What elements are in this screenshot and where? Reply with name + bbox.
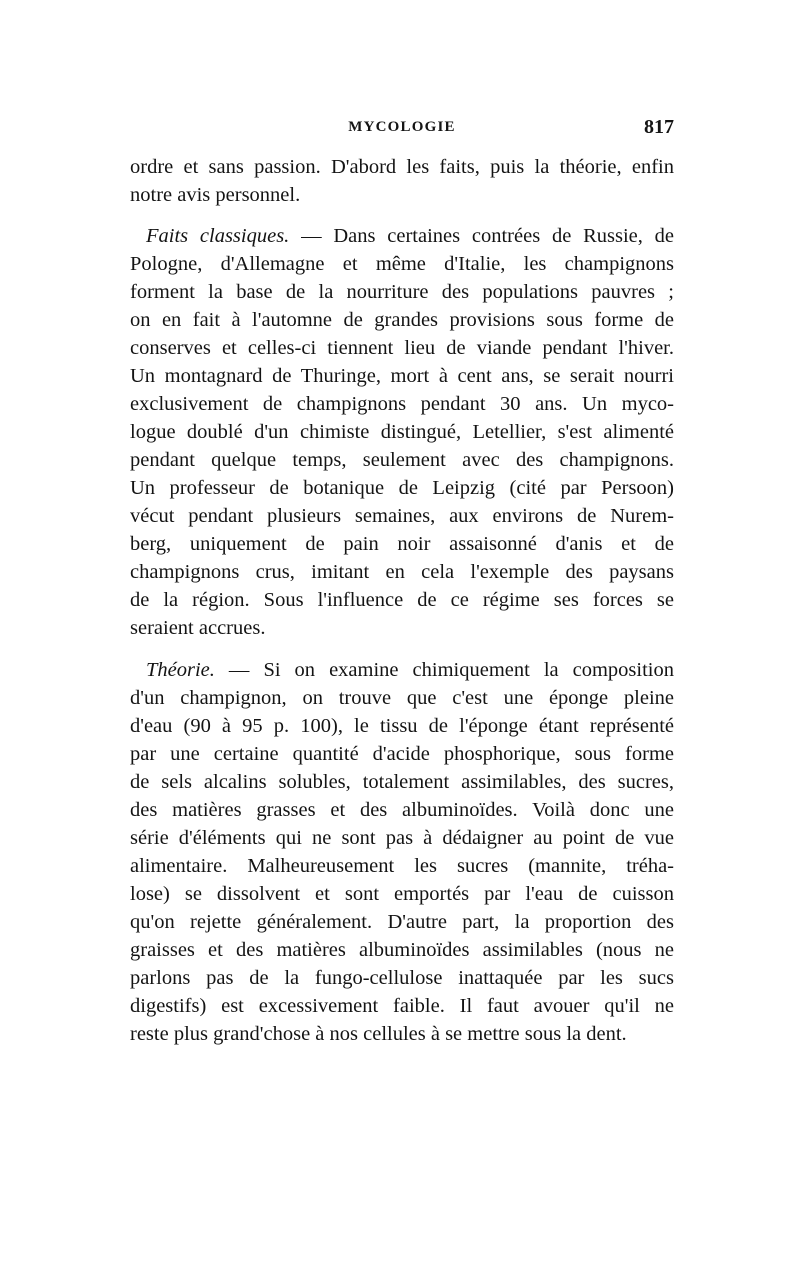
- line-text: on en fait à l'automne de grandes provisions sous forme de: [130, 309, 674, 331]
- text-line: [130, 502, 674, 530]
- text-line: [130, 1020, 674, 1048]
- text-line: [146, 656, 674, 684]
- text-line: [130, 306, 674, 334]
- running-title: MYCOLOGIE: [348, 119, 456, 135]
- text-line: [130, 712, 674, 740]
- text-line: [130, 181, 674, 209]
- line-text: vécut pendant plusieurs semaines, aux environs de Nurem-: [130, 505, 674, 527]
- line-text: lose) se dissolvent et sont emportés par l'eau de cuisson: [130, 883, 674, 905]
- line-text: ordre et sans passion. D'abord les faits, puis la théorie, enfin: [130, 156, 674, 178]
- text-line: [130, 852, 674, 880]
- text-line: [130, 992, 674, 1020]
- text-line: [130, 558, 674, 586]
- text-line: [130, 614, 674, 642]
- line-text: des matières grasses et des albuminoïdes. Voilà donc une: [130, 799, 674, 821]
- line-text: d'un champignon, on trouve que c'est une éponge pleine: [130, 687, 674, 709]
- text-line: [130, 824, 674, 852]
- text-line: [130, 474, 674, 502]
- text-line: [130, 153, 674, 181]
- text-line: [130, 796, 674, 824]
- line-text: — Si on examine chimiquement la composition: [214, 659, 674, 681]
- line-text: reste plus grand'chose à nos cellules à se mettre sous la dent.: [130, 1023, 627, 1045]
- text-line: [130, 768, 674, 796]
- line-text: qu'on rejette généralement. D'autre part, la proportion des: [130, 911, 674, 933]
- page-number: 817: [644, 116, 674, 138]
- text-line: [130, 586, 674, 614]
- line-text: par une certaine quantité d'acide phosphorique, sous forme: [130, 743, 674, 765]
- section-lead: Théorie.: [146, 659, 215, 681]
- text-line: [130, 880, 674, 908]
- text-line: [130, 530, 674, 558]
- text-line: [130, 278, 674, 306]
- running-header: [130, 116, 674, 140]
- line-text: forment la base de la nourriture des populations pauvres ;: [130, 281, 674, 303]
- line-text: berg, uniquement de pain noir assaisonné d'anis et de: [130, 533, 674, 555]
- text-line: [130, 446, 674, 474]
- text-line: [146, 222, 674, 250]
- line-text: seraient accrues.: [130, 617, 266, 639]
- line-text: parlons pas de la fungo-cellulose inattaquée par les sucs: [130, 967, 674, 989]
- text-line: [130, 740, 674, 768]
- text-line: [130, 684, 674, 712]
- line-text: champignons crus, imitant en cela l'exemple des paysans: [130, 561, 674, 583]
- line-text: Un professeur de botanique de Leipzig (cité par Persoon): [130, 477, 674, 499]
- line-text: de sels alcalins solubles, totalement assimilables, des sucres,: [130, 771, 674, 793]
- line-text: digestifs) est excessivement faible. Il faut avouer qu'il ne: [130, 995, 674, 1017]
- text-line: [130, 250, 674, 278]
- line-text: pendant quelque temps, seulement avec des champignons.: [130, 449, 674, 471]
- text-line: [130, 936, 674, 964]
- text-line: [130, 390, 674, 418]
- line-text: alimentaire. Malheureusement les sucres (mannite, tréha-: [130, 855, 674, 877]
- line-text: notre avis personnel.: [130, 184, 301, 206]
- line-text: graisses et des matières albuminoïdes assimilables (nous ne: [130, 939, 674, 961]
- line-text: — Dans certaines contrées de Russie, de: [289, 225, 674, 247]
- text-line: [130, 908, 674, 936]
- text-line: [130, 964, 674, 992]
- line-text: conserves et celles-ci tiennent lieu de viande pendant l'hiver.: [130, 337, 674, 359]
- text-line: [130, 334, 674, 362]
- line-text: de la région. Sous l'influence de ce régime ses forces se: [130, 589, 674, 611]
- line-text: exclusivement de champignons pendant 30 ans. Un myco-: [130, 393, 674, 415]
- section-lead: Faits classiques.: [146, 225, 290, 247]
- line-text: logue doublé d'un chimiste distingué, Letellier, s'est alimenté: [130, 421, 674, 443]
- line-text: Un montagnard de Thuringe, mort à cent ans, se serait nourri: [130, 365, 674, 387]
- text-line: [130, 418, 674, 446]
- line-text: Pologne, d'Allemagne et même d'Italie, les champignons: [130, 253, 674, 275]
- text-line: [130, 362, 674, 390]
- line-text: série d'éléments qui ne sont pas à dédaigner au point de vue: [130, 827, 674, 849]
- line-text: d'eau (90 à 95 p. 100), le tissu de l'éponge étant représenté: [130, 715, 674, 737]
